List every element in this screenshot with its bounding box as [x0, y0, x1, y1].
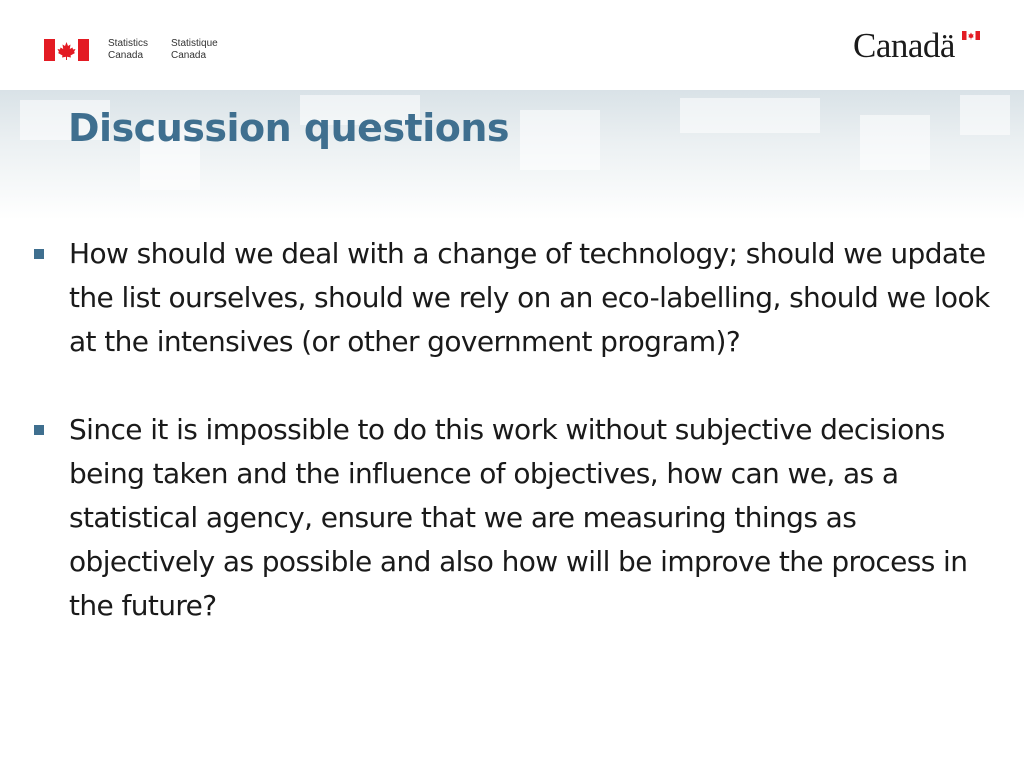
bullet-list — [30, 232, 990, 672]
slide-title: Discussion questions — [68, 106, 510, 150]
department-en-line-2: Canada — [108, 50, 144, 61]
department-name-french — [171, 38, 218, 62]
wordmark-flag-icon — [962, 31, 980, 40]
square-bullet-icon — [34, 425, 44, 435]
bullet-item — [30, 232, 990, 364]
canada-flag-icon — [44, 39, 89, 61]
square-bullet-icon — [34, 249, 44, 259]
bullet-item — [30, 408, 990, 628]
department-en-line-1: Statistics — [108, 38, 149, 49]
canada-wordmark: Canadä — [853, 26, 955, 65]
department-name-english — [108, 38, 148, 62]
department-fr-line-1: Statistique — [171, 38, 218, 49]
bullet-text: Since it is impossible to do this work without subjective decisions being taken and the influence of objectives, how can we, as a statistical agency, ensure that we are measuring things as objectively as possible and also how will be improve the process in the future? — [69, 413, 968, 622]
header-bar — [0, 0, 1024, 90]
department-fr-line-2: Canada — [171, 50, 207, 61]
bullet-text: How should we deal with a change of technology; should we update the list ourselves, should we rely on an eco-labelling, should we look at the intensives (or other government program)? — [69, 237, 990, 358]
